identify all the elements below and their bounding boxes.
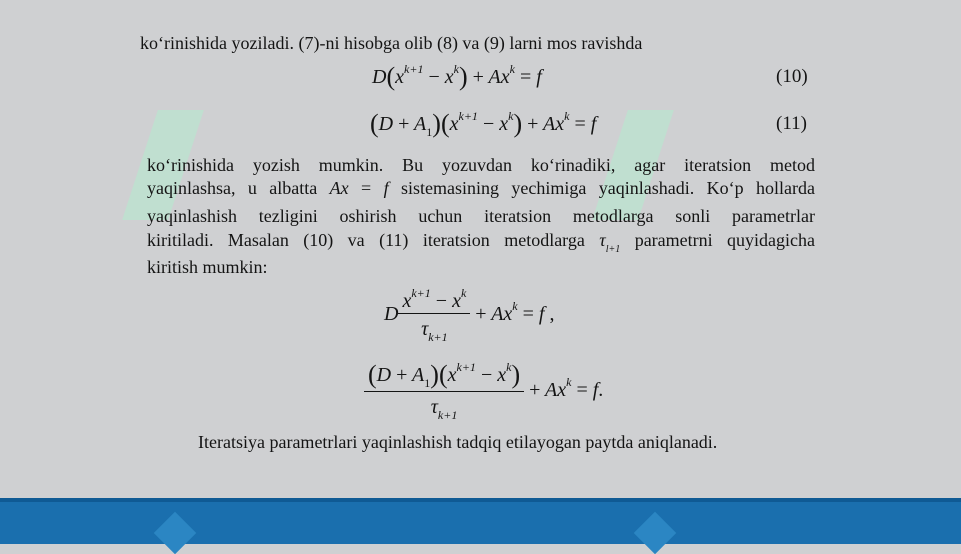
paragraph-line-5: kiritish mumkin: <box>147 257 268 277</box>
intro-line: ko‘rinishida yoziladi. (7)-ni hisobga olib (8) va (9) larni mos ravishda <box>140 33 643 53</box>
footer-decor-left <box>154 512 196 554</box>
paragraph-line-3: yaqinlashish tezligini oshirish uchun iteratsion metodlarga sonli parametrlar <box>147 206 815 226</box>
equation-11: $(D + A_1)(x^{k+1} - x^k) + Ax^k = f$ <box>370 109 597 139</box>
paragraph-line-1: ko‘rinishida yozish mumkin. Bu yozuvdan ko‘rinadiki, agar iteratsion metod <box>147 155 815 175</box>
equation-11-number: (11) <box>776 113 807 134</box>
paragraph-line-4: kiritiladi. Masalan (10) va (11) iteratsion metodlarga $\tau_{l+1}$ parametrni quyidagicha <box>147 230 816 255</box>
equation-fraction-2: $\frac{(D + A_1)(x^{k+1} - x^k)}{\tau_{k+1}}$ + $Ax^k = f$. <box>364 360 603 423</box>
footer-decor-right <box>634 512 676 554</box>
footer-bar <box>0 498 961 544</box>
equation-10-number: (10) <box>776 66 808 87</box>
equation-fraction-1: D $\frac{x^{k+1} - x^k}{\tau_{k+1}}$ + $Ax^k = f$ , <box>384 286 555 344</box>
paragraph-line-2: yaqinlashsa, u albatta Ax = f sistemasining yechimiga yaqinlashadi. Ko‘p hollarda <box>147 178 816 198</box>
equation-10: $D(x^{k+1} - x^k) + Ax^k = f$ <box>372 62 542 91</box>
final-sentence: Iteratsiya parametrlari yaqinlashish tadqiq etilayogan paytda aniqlanadi. <box>198 432 718 452</box>
